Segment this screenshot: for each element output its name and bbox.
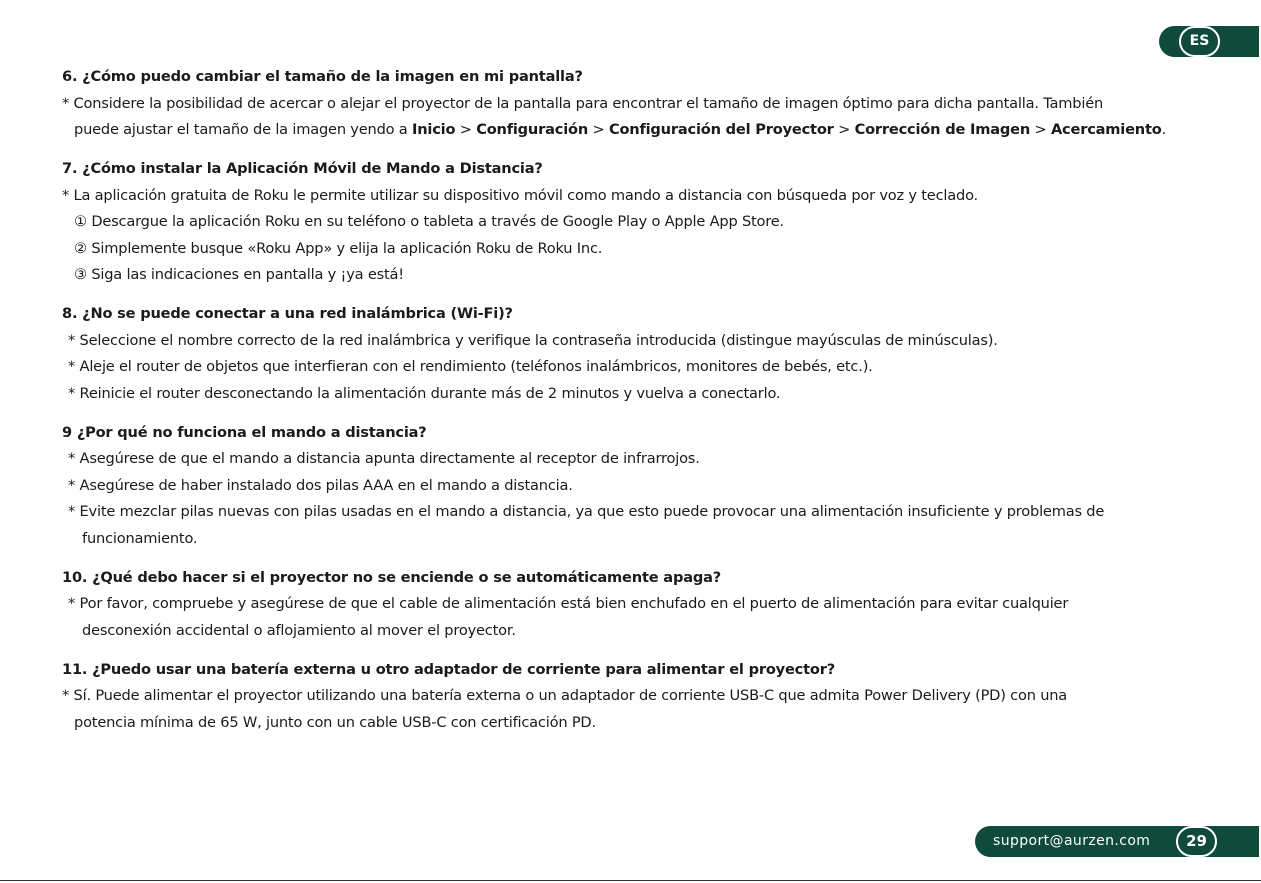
faq-bullet: * Asegúrese de haber instalado dos pilas AAA en el mando a distancia. [68, 476, 573, 494]
faq-answer-continuation: potencia mínima de 65 W, junto con un cable USB-C con certificación PD. [74, 713, 596, 731]
faq-bullet: * Reinicie el router desconectando la alimentación durante más de 2 minutos y vuelva a conectarlo. [68, 384, 781, 402]
faq-section-6 [62, 64, 1212, 144]
path-separator: > [833, 121, 855, 138]
page-footer [975, 826, 1259, 857]
language-code: ES [1179, 26, 1220, 57]
faq-step: ① Descargue la aplicación Roku en su teléfono o tableta a través de Google Play o Apple App Store. [74, 213, 784, 230]
menu-path-item: Configuración [476, 121, 589, 138]
faq-answer: * La aplicación gratuita de Roku le permite utilizar su dispositivo móvil como mando a distancia con búsqueda por voz y teclado. [62, 186, 978, 204]
faq-section-9 [62, 420, 1212, 553]
faq-question: 8. ¿No se puede conectar a una red inalámbrica (Wi-Fi)? [62, 305, 513, 322]
faq-answer: * Considere la posibilidad de acercar o alejar el proyector de la pantalla para encontrar el tamaño de imagen óptimo para dicha pantalla. También [62, 94, 1104, 112]
support-email: support@aurzen.com [993, 833, 1151, 849]
faq-section-7 [62, 156, 1212, 289]
period: . [1161, 121, 1167, 138]
menu-path-item: Acercamiento [1050, 121, 1162, 138]
faq-step: ③ Siga las indicaciones en pantalla y ¡ya está! [74, 266, 404, 283]
faq-section-11 [62, 657, 1212, 737]
faq-content [62, 64, 1212, 749]
faq-answer: * Sí. Puede alimentar el proyector utilizando una batería externa o un adaptador de corriente USB-C que admita Power Delivery (PD) con una [62, 687, 1068, 704]
faq-bullet: * Aleje el router de objetos que interfieran con el rendimiento (teléfonos inalámbricos, monitores de bebés, etc.). [68, 358, 873, 375]
faq-bullet: * Seleccione el nombre correcto de la red inalámbrica y verifique la contraseña introducida (distingue mayúsculas de minúsculas). [68, 331, 998, 349]
menu-path-item: Configuración del Proyector [608, 121, 834, 138]
menu-path-item: Corrección de Imagen [854, 121, 1031, 138]
path-separator: > [455, 121, 477, 138]
faq-question: 7. ¿Cómo instalar la Aplicación Móvil de Mando a Distancia? [62, 160, 543, 177]
faq-bullet: * Por favor, compruebe y asegúrese de que el cable de alimentación está bien enchufado en el puerto de alimentación para evitar cualquier [68, 595, 1069, 612]
faq-question: 10. ¿Qué debo hacer si el proyector no se enciende o se automáticamente apaga? [62, 568, 722, 586]
faq-step: ② Simplemente busque «Roku App» y elija la aplicación Roku de Roku Inc. [74, 239, 603, 257]
faq-section-10 [62, 565, 1212, 645]
faq-section-8 [62, 301, 1212, 407]
faq-bullet: * Asegúrese de que el mando a distancia apunta directamente al receptor de infrarrojos. [68, 450, 700, 467]
faq-bullet: * Evite mezclar pilas nuevas con pilas usadas en el mando a distancia, ya que esto puede provocar una alimentación insuficiente y problemas de [68, 503, 1105, 520]
faq-bullet-continuation: funcionamiento. [82, 529, 198, 547]
answer-text: puede ajustar el tamaño de la imagen yendo a [74, 121, 412, 138]
menu-path-item: Inicio [411, 121, 456, 138]
faq-answer-continuation [62, 117, 1212, 144]
path-separator: > [1030, 121, 1051, 138]
page-number: 29 [1176, 826, 1217, 857]
faq-question: 6. ¿Cómo puedo cambiar el tamaño de la imagen en mi pantalla? [62, 68, 583, 85]
bottom-divider [0, 880, 1261, 881]
path-separator: > [588, 121, 609, 138]
faq-question: 11. ¿Puedo usar una batería externa u otro adaptador de corriente para alimentar el proyector? [62, 660, 835, 678]
faq-bullet-continuation: desconexión accidental o aflojamiento al mover el proyector. [82, 621, 516, 639]
language-badge [1159, 26, 1259, 57]
faq-question: 9 ¿Por qué no funciona el mando a distancia? [62, 423, 427, 441]
